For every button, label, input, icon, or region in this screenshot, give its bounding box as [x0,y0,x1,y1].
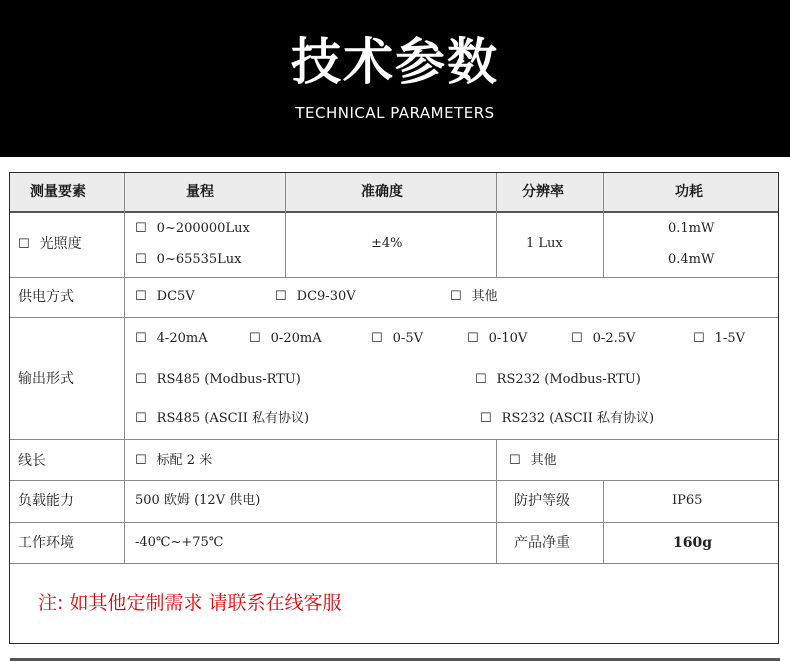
checkbox-icon[interactable]: ☐ [693,331,705,346]
col-divider [496,439,497,563]
checkbox-icon[interactable]: ☐ [571,331,583,346]
output-analog-1: ☐ 4-20mA [135,331,208,346]
supply-label: 供电方式 [18,289,74,305]
supply-opt-1: ☐ DC5V [135,289,195,304]
light-resolution: 1 Lux [526,236,563,251]
checkbox-icon[interactable]: ☐ [135,453,147,468]
output-label: 输出形式 [18,371,74,387]
load-value: 500 欧姆 (12V 供电) [135,493,261,508]
cable-opt-2: ☐ 其他 [509,453,557,468]
output-analog-2: ☐ 0-20mA [249,331,322,346]
checkbox-icon[interactable]: ☐ [467,331,479,346]
output-analog-3: ☐ 0-5V [371,331,423,346]
checkbox-icon[interactable]: ☐ [135,411,147,426]
light-range-2: ☐ 0~65535Lux [135,252,242,267]
row-divider [10,563,778,564]
header-resolution: 分辨率 [522,184,564,200]
header-banner [0,0,790,157]
checkbox-icon[interactable]: ☐ [450,289,462,304]
row-divider [10,277,778,278]
protect-label: 防护等级 [514,493,570,509]
light-label: ☐ 光照度 [18,236,82,252]
col-divider [124,173,125,563]
light-power-2: 0.4mW [668,252,715,267]
output-rs485-modbus: ☐ RS485 (Modbus-RTU) [135,372,301,387]
supply-opt-3: ☐ 其他 [450,289,498,304]
checkbox-icon[interactable]: ☐ [371,331,383,346]
col-divider [603,173,604,277]
header-range: 量程 [186,184,214,200]
checkbox-icon[interactable]: ☐ [275,289,287,304]
checkbox-icon[interactable]: ☐ [135,331,147,346]
row-divider [10,317,778,318]
weight-value: 160g [673,535,713,551]
supply-opt-2: ☐ DC9-30V [275,289,356,304]
light-accuracy: ±4% [371,236,403,251]
protect-value: IP65 [672,493,703,508]
checkbox-icon[interactable]: ☐ [135,252,147,267]
col-divider [496,173,497,277]
col-divider [285,173,286,277]
row-divider [10,439,778,440]
light-range-1: ☐ 0~200000Lux [135,221,250,236]
row-divider [10,522,778,523]
output-analog-5: ☐ 0-2.5V [571,331,636,346]
weight-label: 产品净重 [514,535,570,551]
page-title: 技术参数 [291,33,499,91]
load-label: 负载能力 [18,493,74,509]
checkbox-icon[interactable]: ☐ [475,372,487,387]
checkbox-icon[interactable]: ☐ [135,221,147,236]
header-divider [10,211,778,213]
col-divider [603,480,604,563]
checkbox-icon[interactable]: ☐ [18,237,30,252]
output-analog-4: ☐ 0-10V [467,331,528,346]
row-divider [10,480,778,481]
env-value: -40℃~+75℃ [135,535,224,550]
output-rs232-ascii: ☐ RS232 (ASCII 私有协议) [480,411,655,426]
header-item: 测量要素 [30,184,86,200]
cable-opt-1: ☐ 标配 2 米 [135,453,213,468]
custom-note: 注: 如其他定制需求 请联系在线客服 [38,592,342,614]
output-analog-6: ☐ 1-5V [693,331,745,346]
page-subtitle: TECHNICAL PARAMETERS [295,104,495,122]
checkbox-icon[interactable]: ☐ [509,453,521,468]
output-rs485-ascii: ☐ RS485 (ASCII 私有协议) [135,411,310,426]
header-power: 功耗 [675,184,703,200]
checkbox-icon[interactable]: ☐ [135,289,147,304]
cable-label: 线长 [18,453,46,469]
checkbox-icon[interactable]: ☐ [249,331,261,346]
checkbox-icon[interactable]: ☐ [135,372,147,387]
header-accuracy: 准确度 [361,184,403,200]
env-label: 工作环境 [18,535,74,551]
output-rs232-modbus: ☐ RS232 (Modbus-RTU) [475,372,641,387]
light-power-1: 0.1mW [668,221,715,236]
checkbox-icon[interactable]: ☐ [480,411,492,426]
